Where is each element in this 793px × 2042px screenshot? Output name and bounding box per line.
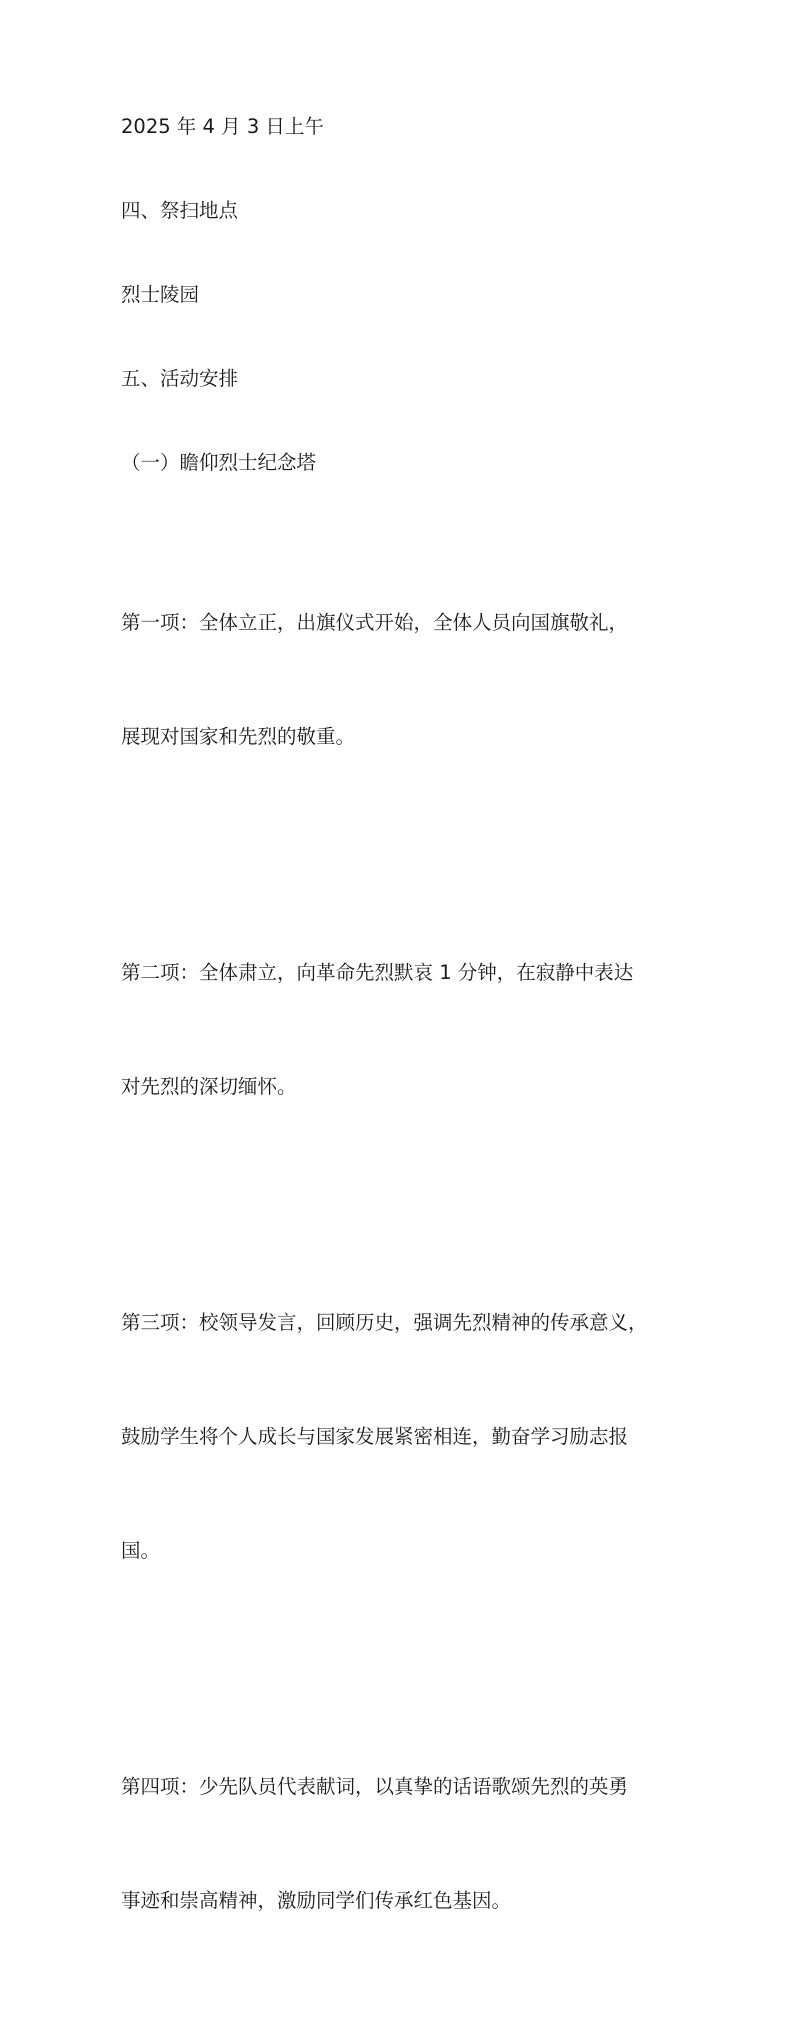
document-body <box>121 108 701 2042</box>
schedule-item-2-line-2: 对先烈的深切缅怀。 <box>121 1075 297 1098</box>
schedule-item-3 <box>121 1228 701 1646</box>
schedule-item-1-line-1: 第一项：全体立正，出旗仪式开始，全体人员向国旗敬礼， <box>121 611 629 634</box>
schedule-item-3-line-1: 第三项：校领导发言，回顾历史，强调先烈精神的传承意义， <box>121 1311 648 1334</box>
schedule-item-2-line-1: 第二项：全体肃立，向革命先烈默哀 1 分钟，在寂静中表达 <box>121 961 634 984</box>
activity-time-text: 2025 年 4 月 3 日上午 <box>121 115 324 138</box>
schedule-item-1-line-2: 展现对国家和先烈的敬重。 <box>121 725 356 748</box>
schedule-item-2 <box>121 878 701 1182</box>
schedule-item-3-line-3: 国。 <box>121 1539 161 1562</box>
section-heading-schedule: 五、活动安排 <box>121 367 239 390</box>
activity-location-text: 烈士陵园 <box>121 283 200 306</box>
section-heading-location: 四、祭扫地点 <box>121 199 239 222</box>
schedule-item-3-line-2: 鼓励学生将个人成长与国家发展紧密相连，勤奋学习励志报 <box>121 1425 629 1448</box>
schedule-item-4 <box>121 1692 701 1996</box>
schedule-item-1 <box>121 528 701 832</box>
schedule-item-4-line-2: 事迹和崇高精神，激励同学们传承红色基因。 <box>121 1889 512 1912</box>
schedule-item-4-line-1: 第四项：少先队员代表献词，以真挚的话语歌颂先烈的英勇 <box>121 1775 629 1798</box>
subsection-heading-memorial-tower: （一）瞻仰烈士纪念塔 <box>121 451 317 474</box>
